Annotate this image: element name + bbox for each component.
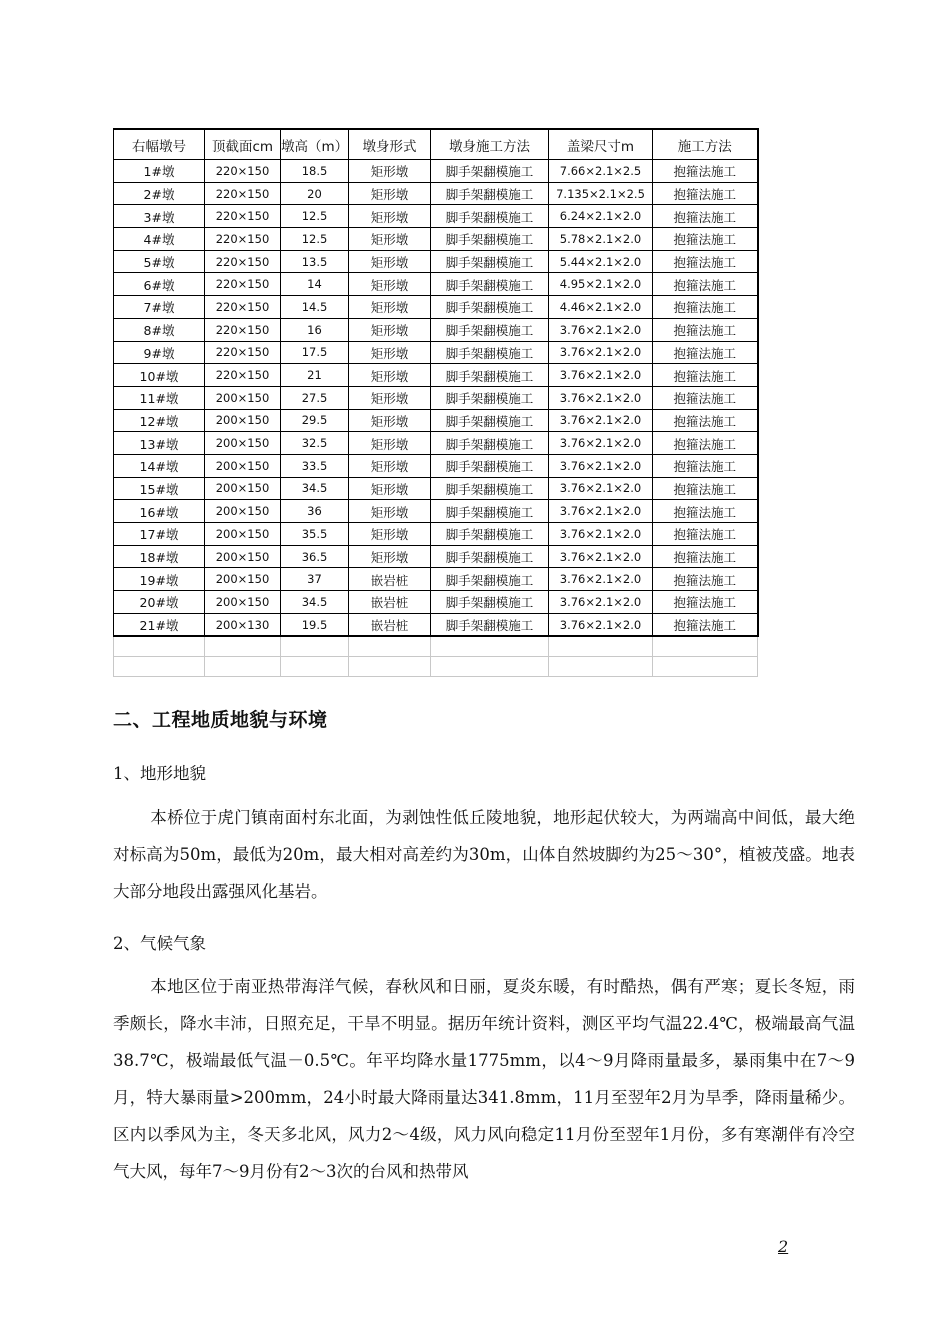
empty-cell [114, 636, 205, 657]
pier-height-cell: 34.5 [281, 591, 349, 614]
construction-method-cell: 抱箍法施工 [653, 296, 758, 319]
table-row [114, 409, 758, 432]
empty-cell [205, 636, 281, 657]
capbeam-size-cell: 3.76×2.1×2.0 [549, 386, 653, 409]
table-row [114, 160, 758, 183]
pier-form-cell: 矩形墩 [349, 318, 431, 341]
pier-number-cell: 19#墩 [114, 568, 205, 591]
top-section-cell: 200×130 [205, 613, 281, 636]
pier-method-cell: 脚手架翻模施工 [431, 182, 549, 205]
pier-height-cell: 36.5 [281, 545, 349, 568]
header-pier-height: 墩高（m） [281, 129, 349, 160]
pier-height-cell: 14.5 [281, 296, 349, 319]
pier-height-cell: 34.5 [281, 477, 349, 500]
pier-method-cell: 脚手架翻模施工 [431, 273, 549, 296]
top-section-cell: 200×150 [205, 432, 281, 455]
pier-form-cell: 矩形墩 [349, 205, 431, 228]
pier-number-cell: 13#墩 [114, 432, 205, 455]
pier-method-cell: 脚手架翻模施工 [431, 296, 549, 319]
header-construction-method: 施工方法 [653, 129, 758, 160]
capbeam-size-cell: 3.76×2.1×2.0 [549, 613, 653, 636]
table-row [114, 318, 758, 341]
capbeam-size-cell: 3.76×2.1×2.0 [549, 364, 653, 387]
table-row [114, 477, 758, 500]
construction-method-cell: 抱箍法施工 [653, 432, 758, 455]
table-row [114, 454, 758, 477]
capbeam-size-cell: 3.76×2.1×2.0 [549, 568, 653, 591]
empty-cell [349, 657, 431, 677]
pier-method-cell: 脚手架翻模施工 [431, 568, 549, 591]
top-section-cell: 200×150 [205, 409, 281, 432]
capbeam-size-cell: 5.78×2.1×2.0 [549, 228, 653, 251]
capbeam-size-cell: 3.76×2.1×2.0 [549, 477, 653, 500]
table-row [114, 341, 758, 364]
top-section-cell: 220×150 [205, 205, 281, 228]
pier-height-cell: 35.5 [281, 523, 349, 546]
table-row [114, 273, 758, 296]
top-section-cell: 200×150 [205, 591, 281, 614]
table-row [114, 364, 758, 387]
pier-height-cell: 32.5 [281, 432, 349, 455]
pier-form-cell: 矩形墩 [349, 273, 431, 296]
top-section-cell: 200×150 [205, 454, 281, 477]
construction-method-cell: 抱箍法施工 [653, 545, 758, 568]
construction-method-cell: 抱箍法施工 [653, 182, 758, 205]
header-top-section: 顶截面cm [205, 129, 281, 160]
pier-height-cell: 29.5 [281, 409, 349, 432]
top-section-cell: 220×150 [205, 341, 281, 364]
empty-cell [653, 636, 758, 657]
pier-form-cell: 矩形墩 [349, 182, 431, 205]
paragraph-climate-text: 本地区位于南亚热带海洋气候，春秋风和日丽，夏炎东暖，有时酷热，偶有严寒；夏长冬短，雨季颇长，降水丰沛，日照充足，干旱不明显。据历年统计资料，测区平均气温22.4℃，极端最高气温38.7℃，极端最低气温－0.5℃。年平均降水量1775mm，以4～9月降雨量最多，暴雨集中在7～9月，特大暴雨量>200mm，24小时最大降雨量达341.8mm，11月至翌年2月为旱季，降雨量稀少。区内以季风为主，冬天多北风，风力2～4级，风力风向稳定11月份至翌年1月份，多有寒潮伴有冷空气大风，每年7～9月份有2～3次的台风和热带风 [113, 977, 855, 1181]
pier-form-cell: 嵌岩桩 [349, 613, 431, 636]
capbeam-size-cell: 3.76×2.1×2.0 [549, 341, 653, 364]
pier-table-container [113, 128, 757, 677]
construction-method-cell: 抱箍法施工 [653, 160, 758, 183]
table-header-row [114, 129, 758, 160]
pier-height-cell: 33.5 [281, 454, 349, 477]
construction-method-cell: 抱箍法施工 [653, 568, 758, 591]
pier-form-cell: 矩形墩 [349, 341, 431, 364]
empty-cell [205, 657, 281, 677]
pier-height-cell: 16 [281, 318, 349, 341]
empty-cell [281, 636, 349, 657]
header-pier-method: 墩身施工方法 [431, 129, 549, 160]
top-section-cell: 220×150 [205, 273, 281, 296]
construction-method-cell: 抱箍法施工 [653, 341, 758, 364]
pier-number-cell: 1#墩 [114, 160, 205, 183]
capbeam-size-cell: 3.76×2.1×2.0 [549, 591, 653, 614]
pier-number-cell: 14#墩 [114, 454, 205, 477]
top-section-cell: 200×150 [205, 500, 281, 523]
header-pier-form: 墩身形式 [349, 129, 431, 160]
pier-height-cell: 37 [281, 568, 349, 591]
construction-method-cell: 抱箍法施工 [653, 613, 758, 636]
pier-form-cell: 矩形墩 [349, 386, 431, 409]
pier-form-cell: 矩形墩 [349, 432, 431, 455]
pier-method-cell: 脚手架翻模施工 [431, 523, 549, 546]
pier-height-cell: 13.5 [281, 250, 349, 273]
construction-method-cell: 抱箍法施工 [653, 409, 758, 432]
pier-method-cell: 脚手架翻模施工 [431, 250, 549, 273]
construction-method-cell: 抱箍法施工 [653, 500, 758, 523]
capbeam-size-cell: 7.66×2.1×2.5 [549, 160, 653, 183]
empty-cell [431, 657, 549, 677]
capbeam-size-cell: 6.24×2.1×2.0 [549, 205, 653, 228]
pier-method-cell: 脚手架翻模施工 [431, 364, 549, 387]
pier-form-cell: 嵌岩桩 [349, 568, 431, 591]
pier-height-cell: 21 [281, 364, 349, 387]
pier-method-cell: 脚手架翻模施工 [431, 477, 549, 500]
pier-height-cell: 14 [281, 273, 349, 296]
pier-height-cell: 12.5 [281, 205, 349, 228]
empty-row [114, 657, 758, 677]
pier-number-cell: 3#墩 [114, 205, 205, 228]
table-row [114, 568, 758, 591]
empty-cell [431, 636, 549, 657]
pier-form-cell: 矩形墩 [349, 545, 431, 568]
pier-method-cell: 脚手架翻模施工 [431, 409, 549, 432]
top-section-cell: 220×150 [205, 296, 281, 319]
pier-number-cell: 18#墩 [114, 545, 205, 568]
pier-method-cell: 脚手架翻模施工 [431, 386, 549, 409]
table-row [114, 432, 758, 455]
top-section-cell: 220×150 [205, 182, 281, 205]
construction-method-cell: 抱箍法施工 [653, 205, 758, 228]
pier-number-cell: 7#墩 [114, 296, 205, 319]
pier-number-cell: 20#墩 [114, 591, 205, 614]
pier-method-cell: 脚手架翻模施工 [431, 591, 549, 614]
pier-form-cell: 矩形墩 [349, 296, 431, 319]
empty-cell [349, 636, 431, 657]
pier-number-cell: 10#墩 [114, 364, 205, 387]
table-row [114, 386, 758, 409]
empty-cell [549, 657, 653, 677]
pier-height-cell: 36 [281, 500, 349, 523]
table-row [114, 523, 758, 546]
top-section-cell: 220×150 [205, 364, 281, 387]
capbeam-size-cell: 7.135×2.1×2.5 [549, 182, 653, 205]
table-row [114, 591, 758, 614]
capbeam-size-cell: 3.76×2.1×2.0 [549, 500, 653, 523]
pier-height-cell: 20 [281, 182, 349, 205]
pier-number-cell: 5#墩 [114, 250, 205, 273]
empty-cell [114, 657, 205, 677]
pier-form-cell: 矩形墩 [349, 500, 431, 523]
pier-method-cell: 脚手架翻模施工 [431, 205, 549, 228]
construction-method-cell: 抱箍法施工 [653, 386, 758, 409]
pier-form-cell: 矩形墩 [349, 454, 431, 477]
table-row [114, 228, 758, 251]
capbeam-size-cell: 3.76×2.1×2.0 [549, 432, 653, 455]
pier-form-cell: 嵌岩桩 [349, 591, 431, 614]
pier-method-cell: 脚手架翻模施工 [431, 432, 549, 455]
paragraph-terrain-text: 本桥位于虎门镇南面村东北面，为剥蚀性低丘陵地貌，地形起伏较大，为两端高中间低，最大绝对标高为50m，最低为20m，最大相对高差约为30m，山体自然坡脚约为25～30°，植被茂盛。地表大部分地段出露强风化基岩。 [113, 808, 855, 901]
pier-number-cell: 21#墩 [114, 613, 205, 636]
header-capbeam-size: 盖梁尺寸m [549, 129, 653, 160]
empty-row [114, 636, 758, 657]
pier-form-cell: 矩形墩 [349, 228, 431, 251]
construction-method-cell: 抱箍法施工 [653, 591, 758, 614]
top-section-cell: 220×150 [205, 318, 281, 341]
pier-height-cell: 12.5 [281, 228, 349, 251]
construction-method-cell: 抱箍法施工 [653, 273, 758, 296]
pier-table-body [114, 160, 758, 677]
pier-table [113, 128, 759, 677]
subsection-title-climate: 2、气候气象 [113, 934, 206, 953]
pier-number-cell: 11#墩 [114, 386, 205, 409]
pier-method-cell: 脚手架翻模施工 [431, 318, 549, 341]
construction-method-cell: 抱箍法施工 [653, 250, 758, 273]
pier-number-cell: 8#墩 [114, 318, 205, 341]
top-section-cell: 220×150 [205, 160, 281, 183]
pier-number-cell: 4#墩 [114, 228, 205, 251]
top-section-cell: 200×150 [205, 477, 281, 500]
pier-height-cell: 17.5 [281, 341, 349, 364]
table-row [114, 296, 758, 319]
pier-method-cell: 脚手架翻模施工 [431, 341, 549, 364]
pier-method-cell: 脚手架翻模施工 [431, 613, 549, 636]
pier-form-cell: 矩形墩 [349, 160, 431, 183]
pier-form-cell: 矩形墩 [349, 364, 431, 387]
page-number: 2 [778, 1237, 789, 1256]
subsection-title-terrain: 1、地形地貌 [113, 764, 206, 783]
section-heading: 二、工程地质地貌与环境 [113, 709, 328, 731]
pier-height-cell: 27.5 [281, 386, 349, 409]
construction-method-cell: 抱箍法施工 [653, 228, 758, 251]
capbeam-size-cell: 4.46×2.1×2.0 [549, 296, 653, 319]
empty-cell [281, 657, 349, 677]
pier-number-cell: 12#墩 [114, 409, 205, 432]
top-section-cell: 200×150 [205, 568, 281, 591]
table-row [114, 613, 758, 636]
paragraph-terrain [113, 799, 855, 910]
pier-number-cell: 9#墩 [114, 341, 205, 364]
pier-method-cell: 脚手架翻模施工 [431, 160, 549, 183]
capbeam-size-cell: 5.44×2.1×2.0 [549, 250, 653, 273]
pier-form-cell: 矩形墩 [349, 409, 431, 432]
pier-number-cell: 15#墩 [114, 477, 205, 500]
pier-method-cell: 脚手架翻模施工 [431, 500, 549, 523]
pier-number-cell: 6#墩 [114, 273, 205, 296]
pier-number-cell: 2#墩 [114, 182, 205, 205]
capbeam-size-cell: 3.76×2.1×2.0 [549, 454, 653, 477]
header-pier-number: 右幅墩号 [114, 129, 205, 160]
capbeam-size-cell: 3.76×2.1×2.0 [549, 545, 653, 568]
pier-number-cell: 16#墩 [114, 500, 205, 523]
table-row [114, 182, 758, 205]
pier-method-cell: 脚手架翻模施工 [431, 454, 549, 477]
construction-method-cell: 抱箍法施工 [653, 364, 758, 387]
table-row [114, 250, 758, 273]
capbeam-size-cell: 4.95×2.1×2.0 [549, 273, 653, 296]
pier-form-cell: 矩形墩 [349, 477, 431, 500]
pier-height-cell: 18.5 [281, 160, 349, 183]
construction-method-cell: 抱箍法施工 [653, 477, 758, 500]
construction-method-cell: 抱箍法施工 [653, 318, 758, 341]
top-section-cell: 220×150 [205, 228, 281, 251]
pier-method-cell: 脚手架翻模施工 [431, 228, 549, 251]
pier-form-cell: 矩形墩 [349, 250, 431, 273]
table-row [114, 545, 758, 568]
pier-method-cell: 脚手架翻模施工 [431, 545, 549, 568]
pier-form-cell: 矩形墩 [349, 523, 431, 546]
top-section-cell: 220×150 [205, 250, 281, 273]
capbeam-size-cell: 3.76×2.1×2.0 [549, 318, 653, 341]
table-row [114, 205, 758, 228]
empty-cell [653, 657, 758, 677]
top-section-cell: 200×150 [205, 545, 281, 568]
capbeam-size-cell: 3.76×2.1×2.0 [549, 523, 653, 546]
paragraph-climate [113, 968, 855, 1190]
top-section-cell: 200×150 [205, 523, 281, 546]
construction-method-cell: 抱箍法施工 [653, 523, 758, 546]
construction-method-cell: 抱箍法施工 [653, 454, 758, 477]
top-section-cell: 200×150 [205, 386, 281, 409]
table-row [114, 500, 758, 523]
empty-cell [549, 636, 653, 657]
pier-height-cell: 19.5 [281, 613, 349, 636]
capbeam-size-cell: 3.76×2.1×2.0 [549, 409, 653, 432]
pier-number-cell: 17#墩 [114, 523, 205, 546]
